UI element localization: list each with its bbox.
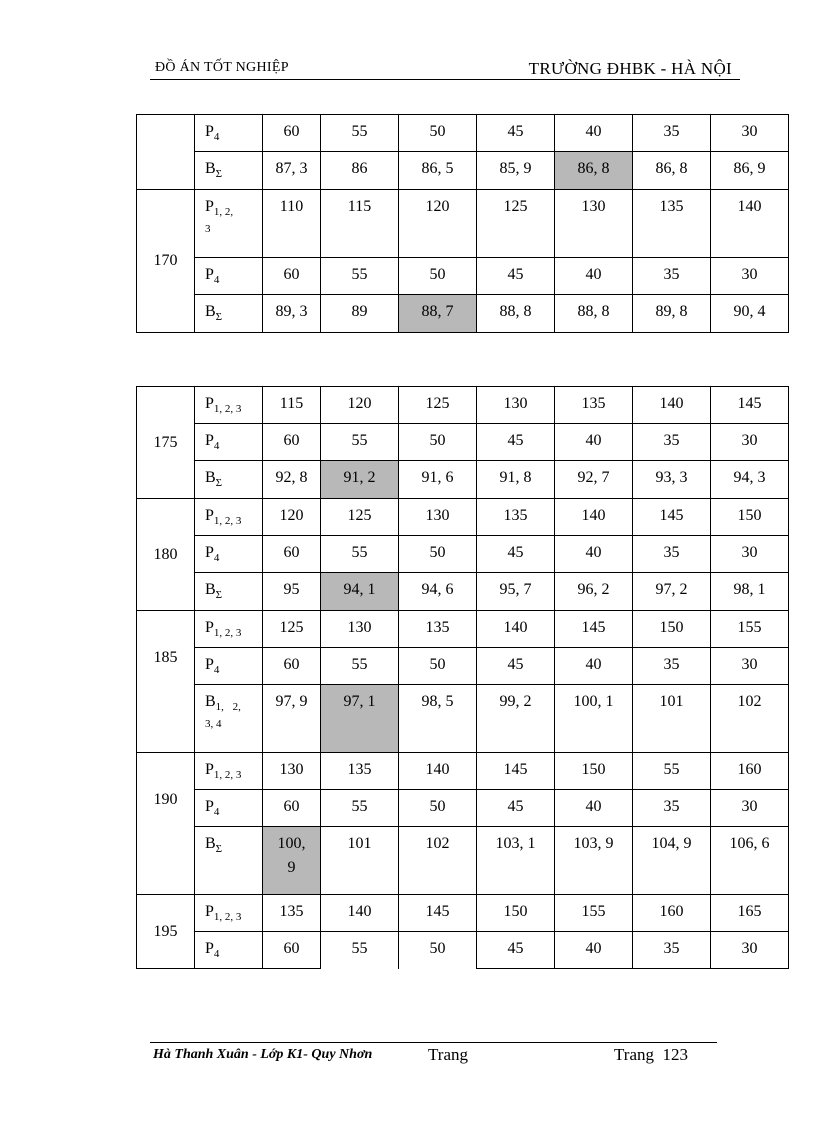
group-label: 190: [137, 753, 195, 895]
cell: 50: [399, 648, 477, 685]
table-row: [137, 295, 789, 333]
cell: 30: [711, 536, 789, 573]
row-label-b: $B_\Sigma$: [195, 461, 263, 499]
cell: 150: [477, 895, 555, 932]
cell: 94, 3: [711, 461, 789, 499]
cell: 145: [477, 753, 555, 790]
cell: 150: [711, 499, 789, 536]
group-label: 170: [137, 190, 195, 333]
table-row: [137, 536, 789, 573]
table-row: [137, 573, 789, 611]
cell: 85, 9: [477, 152, 555, 190]
cell: 140: [399, 753, 477, 790]
table-row: [137, 424, 789, 461]
cell: 55: [321, 536, 399, 573]
table-row: [137, 932, 789, 969]
cell: 55: [321, 648, 399, 685]
cell: 90, 4: [711, 295, 789, 333]
cell: 98, 5: [399, 685, 477, 753]
cell: 130: [263, 753, 321, 790]
cell-highlighted: 91, 2: [321, 461, 399, 499]
cell: 160: [711, 753, 789, 790]
cell: 45: [477, 258, 555, 295]
cell: 35: [633, 536, 711, 573]
cell: 125: [477, 190, 555, 258]
cell: 92, 7: [555, 461, 633, 499]
group-label: 180: [137, 499, 195, 611]
cell: 130: [477, 387, 555, 424]
cell: 60: [263, 536, 321, 573]
row-label-b: $B_\Sigma$: [195, 152, 263, 190]
cell: 86, 9: [711, 152, 789, 190]
cell: 95: [263, 573, 321, 611]
cell: 60: [263, 115, 321, 152]
cell: 130: [399, 499, 477, 536]
cell: 35: [633, 258, 711, 295]
table-row: [137, 753, 789, 790]
table-row: [137, 190, 789, 258]
table-row: [137, 790, 789, 827]
cell: 160: [633, 895, 711, 932]
cell: 135: [555, 387, 633, 424]
cell-highlighted: 97, 1: [321, 685, 399, 753]
row-label-p4: $P_4$: [195, 536, 263, 573]
row-label-p123: $P_{1, 2, 3}$: [195, 895, 263, 932]
row-label-p123: $P_{1, 2, 3}$: [195, 387, 263, 424]
row-label-p123: $P_{1, 2, 3}$: [195, 499, 263, 536]
cell: 35: [633, 790, 711, 827]
footer-author: Hà Thanh Xuân - Lớp K1- Quy Nhơn: [153, 1047, 373, 1062]
cell: 120: [399, 190, 477, 258]
cell-highlighted: 86, 8: [555, 152, 633, 190]
cell: 89, 3: [263, 295, 321, 333]
cell: 50: [399, 932, 477, 969]
cell: 30: [711, 932, 789, 969]
cell: 30: [711, 115, 789, 152]
row-label-p4: $P_4$: [195, 115, 263, 152]
group-label: 195: [137, 895, 195, 969]
cell: 45: [477, 424, 555, 461]
cell: 140: [477, 611, 555, 648]
table-row: [137, 115, 789, 152]
cell: 93, 3: [633, 461, 711, 499]
cell: 89, 8: [633, 295, 711, 333]
cell: 88, 8: [555, 295, 633, 333]
cell: 120: [263, 499, 321, 536]
cell: 45: [477, 115, 555, 152]
cell: 130: [555, 190, 633, 258]
table-row: [137, 499, 789, 536]
cell-highlighted: 94, 1: [321, 573, 399, 611]
cell: 150: [633, 611, 711, 648]
table-row: [137, 611, 789, 648]
cell: 145: [399, 895, 477, 932]
cell: 50: [399, 115, 477, 152]
cell: 55: [321, 790, 399, 827]
cell: 30: [711, 648, 789, 685]
cell: 104, 9: [633, 827, 711, 895]
cell: 87, 3: [263, 152, 321, 190]
cell: 103, 1: [477, 827, 555, 895]
cell: 140: [633, 387, 711, 424]
cell: 97, 9: [263, 685, 321, 753]
cell: 155: [555, 895, 633, 932]
row-label-b1234: $B_{1, 2,}$ 3, 4: [195, 685, 263, 753]
cell: 55: [321, 258, 399, 295]
header-right: TRƯỜNG ĐHBK - HÀ NỘI: [528, 59, 732, 78]
cell: 135: [633, 190, 711, 258]
cell: 92, 8: [263, 461, 321, 499]
table-row: [137, 461, 789, 499]
table-row: [137, 258, 789, 295]
cell: 86: [321, 152, 399, 190]
cell: 35: [633, 424, 711, 461]
table-row: [137, 648, 789, 685]
table-row: [137, 895, 789, 932]
cell: 102: [399, 827, 477, 895]
cell: 60: [263, 648, 321, 685]
cell: 89: [321, 295, 399, 333]
cell: 100, 1: [555, 685, 633, 753]
cell: 91, 8: [477, 461, 555, 499]
cell: 125: [321, 499, 399, 536]
cell: 30: [711, 424, 789, 461]
cell: 99, 2: [477, 685, 555, 753]
footer-rule: [150, 1042, 717, 1043]
cell: 50: [399, 536, 477, 573]
cell: 115: [321, 190, 399, 258]
cell: 101: [321, 827, 399, 895]
cell: 60: [263, 790, 321, 827]
cell: 55: [321, 115, 399, 152]
table-main: [136, 386, 789, 969]
header-rule: [150, 79, 740, 80]
cell: 98, 1: [711, 573, 789, 611]
cell: 60: [263, 258, 321, 295]
cell: 45: [477, 648, 555, 685]
cell: 103, 9: [555, 827, 633, 895]
cell: 135: [263, 895, 321, 932]
cell: 135: [321, 753, 399, 790]
group-label: 185: [137, 611, 195, 753]
cell: 125: [399, 387, 477, 424]
cell: 86, 5: [399, 152, 477, 190]
cell: 135: [477, 499, 555, 536]
row-label-p4: $P_4$: [195, 648, 263, 685]
cell-highlighted: 100, 9: [263, 827, 321, 895]
cell: 30: [711, 790, 789, 827]
cell: 145: [711, 387, 789, 424]
group-label: 175: [137, 387, 195, 499]
cell: 140: [321, 895, 399, 932]
cell: 40: [555, 790, 633, 827]
header-left: ĐỒ ÁN TỐT NGHIỆP: [155, 60, 289, 75]
table-row: [137, 827, 789, 895]
row-label-p123: $P_{1, 2,}$ 3: [195, 190, 263, 258]
cell: 150: [555, 753, 633, 790]
cell: 145: [555, 611, 633, 648]
cell: 135: [399, 611, 477, 648]
row-label-b: $B_\Sigma$: [195, 827, 263, 895]
cell: 165: [711, 895, 789, 932]
cell: 95, 7: [477, 573, 555, 611]
cell: 50: [399, 790, 477, 827]
cell: 140: [555, 499, 633, 536]
row-label-p123: $P_{1, 2, 3}$: [195, 753, 263, 790]
cell: 96, 2: [555, 573, 633, 611]
footer-middle: Trang: [428, 1045, 468, 1064]
cell: 45: [477, 790, 555, 827]
cell: 110: [263, 190, 321, 258]
cell: 145: [633, 499, 711, 536]
row-label-p4: $P_4$: [195, 258, 263, 295]
row-label-p123: $P_{1, 2, 3}$: [195, 611, 263, 648]
cell: 120: [321, 387, 399, 424]
table-row: [137, 685, 789, 753]
cell: 106, 6: [711, 827, 789, 895]
cell-highlighted: 88, 7: [399, 295, 477, 333]
cell: 45: [477, 932, 555, 969]
table-row: [137, 152, 789, 190]
cell: 60: [263, 424, 321, 461]
cell: 97, 2: [633, 573, 711, 611]
cell: 55: [633, 753, 711, 790]
group-cell-empty: [137, 115, 195, 190]
cell: 115: [263, 387, 321, 424]
cell: 35: [633, 932, 711, 969]
cell: 40: [555, 424, 633, 461]
cell: 86, 8: [633, 152, 711, 190]
cell: 50: [399, 258, 477, 295]
cell: 40: [555, 932, 633, 969]
cell: 94, 6: [399, 573, 477, 611]
cell: 40: [555, 258, 633, 295]
row-label-p4: $P_4$: [195, 424, 263, 461]
cell: 140: [711, 190, 789, 258]
cell: 50: [399, 424, 477, 461]
row-label-p4: $P_4$: [195, 932, 263, 969]
cell: 101: [633, 685, 711, 753]
cell: 45: [477, 536, 555, 573]
cell: 30: [711, 258, 789, 295]
cell: 102: [711, 685, 789, 753]
cell: 55: [321, 424, 399, 461]
cell: 155: [711, 611, 789, 648]
cell: 125: [263, 611, 321, 648]
row-label-p4: $P_4$: [195, 790, 263, 827]
cell: 130: [321, 611, 399, 648]
table-continued: [136, 114, 789, 333]
cell: 55: [321, 932, 399, 969]
row-label-b: $B_\Sigma$: [195, 295, 263, 333]
cell: 35: [633, 648, 711, 685]
table-row: [137, 387, 789, 424]
footer-page-number: Trang 123: [614, 1045, 688, 1064]
cell: 40: [555, 115, 633, 152]
cell: 40: [555, 648, 633, 685]
cell: 35: [633, 115, 711, 152]
cell: 40: [555, 536, 633, 573]
cell: 91, 6: [399, 461, 477, 499]
row-label-b: $B_\Sigma$: [195, 573, 263, 611]
cell: 88, 8: [477, 295, 555, 333]
cell: 60: [263, 932, 321, 969]
